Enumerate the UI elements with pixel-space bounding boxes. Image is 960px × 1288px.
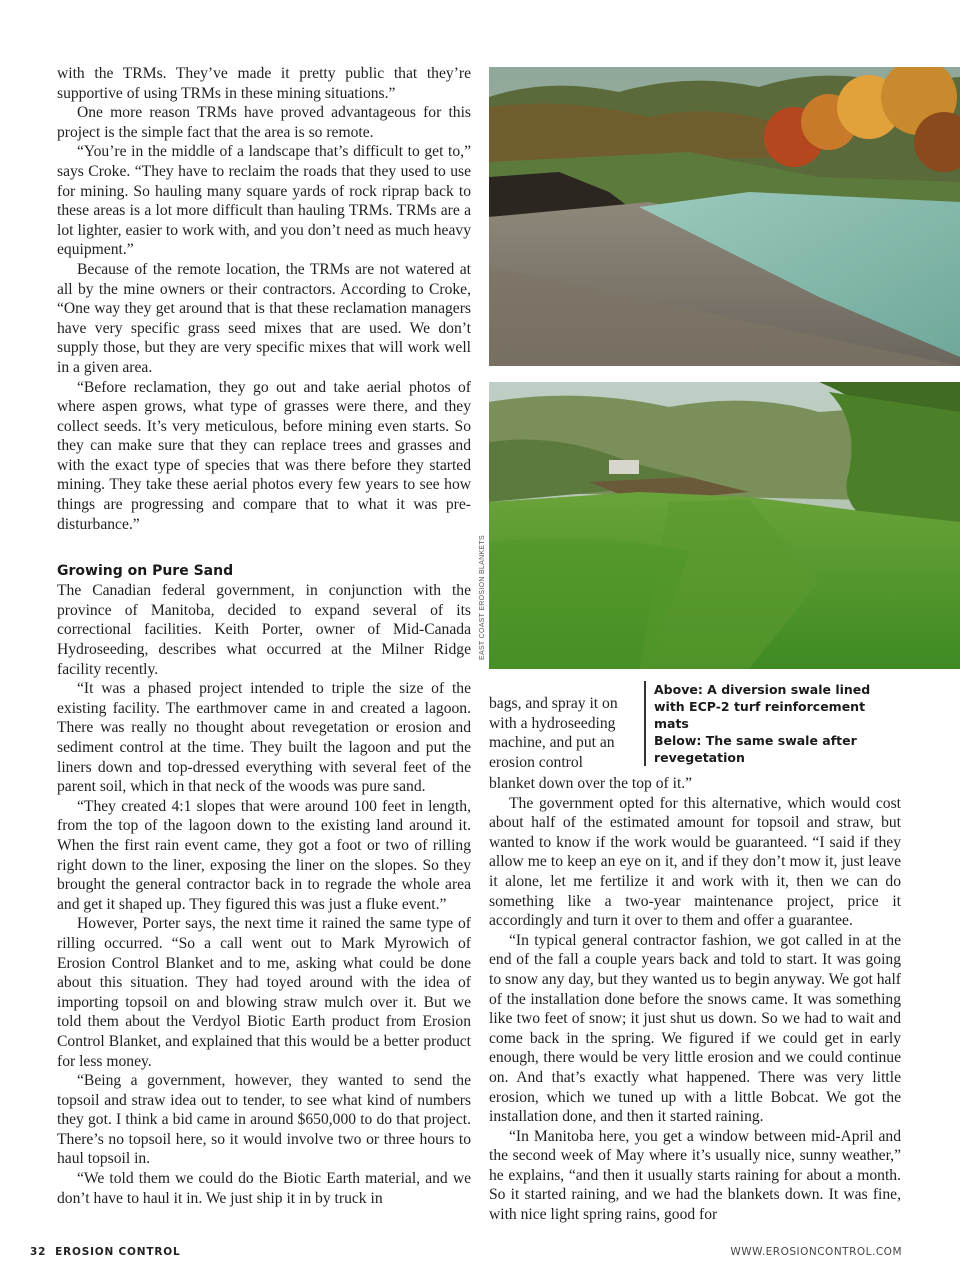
body-paragraph: Because of the remote location, the TRMs are not watered at all by the mine owners or their contractors. According to Croke, “One way they get around that is that these reclamation managers have very specific grass seed mixes that are used. We don’t supply those, but they are very specific mixes that will work well in a given area. <box>57 260 471 376</box>
body-paragraph: “It was a phased project intended to triple the size of the existing facility. The earthmover came in and created a lagoon. There was really no thought about revegetation or erosion and sediment control at the time. They built the lagoon and put the liners down and top-dressed everything with several feet of the parent soil, which in that neck of the woods was pure sand. <box>57 680 471 796</box>
body-paragraph: “In typical general contractor fashion, we got called in at the end of the fall a couple years back and told to start. It was going to snow any day, but they wanted us to begin anyway. We got half of the installation done before the snows came. It was something like two feet of snow; it just shut us down. So we had to wait and come back in the spring. We figured if we could get in early enough, there would be very little erosion and we could continue on. And that’s exactly what happened. There was very little erosion, which we tuned up with a little Bobcat. We got the installation done, and then it started raining. <box>489 931 901 1126</box>
body-paragraph: One more reason TRMs have proved advantageous for this project is the simple fact that the area is so remote. <box>57 104 471 141</box>
body-paragraph: with the TRMs. They’ve made it pretty public that they’re supportive of using TRMs in these mining situations.” <box>57 65 471 102</box>
photo-swale-before <box>489 67 960 366</box>
body-paragraph: blanket down over the top of it.” <box>489 775 693 792</box>
body-paragraph: “Before reclamation, they go out and take aerial photos of where aspen grows, what type of grasses were there, and they collect seeds. It’s very meticulous, before mining even starts. So they can make sure that they can replace trees and grasses and with the exact type of species that was there before they started mining. They take these aerial photos every few years to see how things are progressing and compare that to what it was pre-disturbance.” <box>57 378 471 533</box>
body-paragraph: “We told them we could do the Biotic Earth material, and we don’t have to haul it in. We just ship it in by truck in <box>57 1170 471 1207</box>
caption-below: Below: The same swale after revegetation <box>654 733 857 765</box>
photo-swale-after <box>489 382 960 669</box>
caption-above: Above: A diversion swale lined with ECP-2 turf reinforcement mats <box>654 682 871 731</box>
left-column <box>57 64 471 1208</box>
wrap-text <box>489 694 631 772</box>
section-subheading: Growing on Pure Sand <box>57 563 234 580</box>
body-paragraph: “They created 4:1 slopes that were around 100 feet in length, from the top of the lagoon down to the existing land around it. When the first rain event came, they got a foot or two of rilling right down to the liner, exposing the liner on the slopes. So they brought the general contractor back in to regrade the whole area and get it shaped up. They figured this was just a fluke event.” <box>57 797 471 913</box>
right-column <box>489 774 901 1225</box>
body-paragraph: However, Porter says, the next time it rained the same type of rilling occurred. “So a call went out to Mark Myrowich of Erosion Control Blanket and to me, asking what could be done about this situation. They had toyed around with the idea of importing topsoil on and blowing straw mulch over it. But we told them about the Verdyol Biotic Earth product from Erosion Control Blanket, and explained that this would be a better product for less money. <box>57 915 471 1070</box>
footer-website: WWW.EROSIONCONTROL.COM <box>730 1246 902 1258</box>
photo-caption <box>644 681 894 766</box>
body-paragraph: “In Manitoba here, you get a window between mid-April and the second week of May where it’s usually nice, sunny weather,” he explains, “and then it usually starts raining for about a month. So it started raining, and we had the blankets down. It was fine, with nice light spring rains, good for <box>489 1127 901 1224</box>
body-paragraph: “Being a government, however, they wanted to send the topsoil and straw idea out to tender, to see what kind of numbers they got. I think a bid came in around $650,000 to do that project. There’s no topsoil here, so it would involve two or three hours to haul topsoil in. <box>57 1072 471 1168</box>
footer-page-number: 32 EROSION CONTROL <box>30 1246 181 1258</box>
body-paragraph: “You’re in the middle of a landscape that’s difficult to get to,” says Croke. “They have to reclaim the roads that they used to use for mining. So hauling many square yards of rock riprap back to these areas is a lot more difficult than hauling TRMs. TRMs are a lot lighter, easier to work with, and you don’t need as much heavy equipment.” <box>57 143 471 259</box>
body-paragraph: bags, and spray it on with a hydroseeding machine, and put an erosion control <box>489 695 618 771</box>
photo-credit: EAST COAST EROSION BLANKETS <box>479 535 486 660</box>
body-paragraph: The Canadian federal government, in conjunction with the province of Manitoba, decided to expand several of its correctional facilities. Keith Porter, owner of Mid-Canada Hydroseeding, describes what occurred at the Milner Ridge facility recently. <box>57 582 471 678</box>
body-paragraph: The government opted for this alternative, which would cost about half of the estimated amount for topsoil and straw, but wanted to know if the work would be guaranteed. “I said if they allow me to keep an eye on it, and if they don’t mow it, just leave it alone, let me fertilize it and work with it, then we can do something like a two-year maintenance project, price it accordingly and turn it over to them and offer a guarantee. <box>489 794 901 930</box>
